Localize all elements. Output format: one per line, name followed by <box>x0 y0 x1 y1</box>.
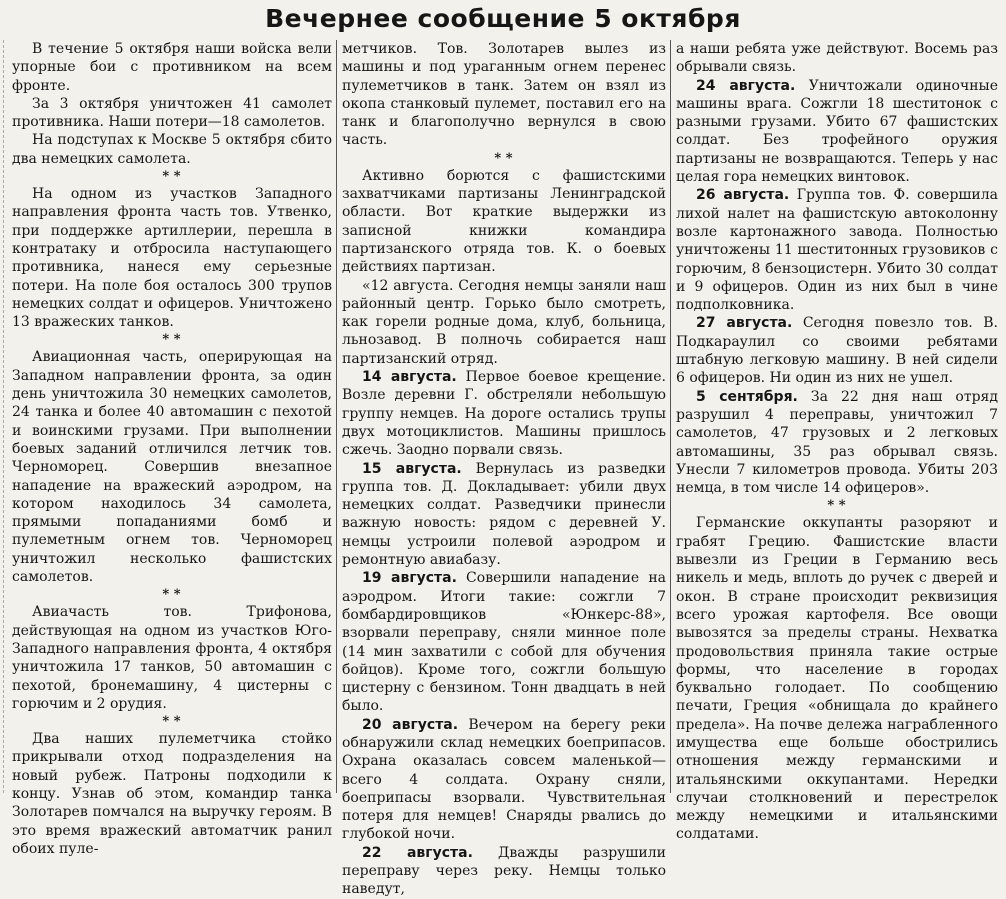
section-separator: * * <box>162 332 182 348</box>
paragraph: Два наших пулеметчика стойко прикрывали отход подразделения на новый рубеж. Патроны подходили к концу. Узнав об этом, командир танка Золотарев помчался на выручку героям. В это время вражеский автоматчик ранил обоих пуле- <box>12 731 332 857</box>
diary-entry <box>342 716 666 844</box>
section-separator: * * <box>162 169 182 185</box>
diary-date: 24 августа. <box>696 77 796 94</box>
section-separator: * * <box>494 150 514 166</box>
paragraph: За 3 октября уничтожен 41 самолет противника. Наши потери—18 самолетов. <box>12 95 332 131</box>
diary-date: 19 августа. <box>362 570 457 587</box>
diary-text: За 22 дня наш отряд разрушил 4 переправы, уничтожил 7 самолетов, 47 грузовых и 2 легковых автомашины, 35 раз обрывал связь. Унесли 7 километров провода. Убиты 203 немца, в том числе 14 офицеров». <box>676 388 998 497</box>
section-separator: * * <box>162 587 182 603</box>
diary-date: 20 августа. <box>362 716 459 733</box>
paragraph: В течение 5 октября наши войска вели упорные бои с противником на всем фронте. <box>12 41 332 94</box>
diary-date: 27 августа. <box>696 315 793 332</box>
diary-text: Сегодня повезло тов. В. Подкараулил со своими ребятами штабную легковую машину. В ней сидели 6 офицеров. Ни один из них не ушел. <box>676 315 998 387</box>
left-edge-line <box>3 40 4 793</box>
diary-entry <box>676 314 998 387</box>
diary-entry <box>676 186 998 314</box>
diary-text: Дважды разрушили переправу через реку. Немцы только наведут, <box>342 844 666 898</box>
paragraph: На подступах к Москве 5 октября сбито два немецких самолета. <box>12 132 332 167</box>
paragraph: Авиачасть тов. Трифонова, действующая на одном из участков Юго-Западного направления фронта, 4 октября уничтожила 17 танков, 50 автомашин с пехотой, бронемашину, 4 цистерны с горючим и 2 орудия. <box>12 604 332 712</box>
diary-date: 5 сентября. <box>696 388 798 405</box>
column-2 <box>342 40 666 898</box>
diary-entry <box>676 77 998 187</box>
column-divider-2 <box>670 40 671 793</box>
paragraph: На одном из участков Западного направления фронта часть тов. Утвенко, при поддержке артиллерии, перешла в контратаку и отбросила наступающего противника, нанеся ему серьезные потери. На поле боя осталось 300 трупов немецких солдат и офицеров. Уничтожено 13 вражеских танков. <box>12 186 332 331</box>
column-3 <box>676 40 998 843</box>
diary-text: Вечером на берегу реки обнаружили склад немецких боеприпасов. Охрана оказалась совсем маленькой—всего 4 солдата. Охрану сняли, боеприпасы взорвали. Чувствительная потеря для немцев! Снаряды рвались до глубокой ночи. <box>342 716 666 843</box>
section-separator: * * <box>162 714 182 730</box>
diary-text: Совершили нападение на аэродром. Итоги такие: сожгли 7 бомбардировщиков «Юнкерс-88», взорвали переправу, сняли минное поле (14 мин захватили с собой для обучения бойцов). Кроме того, сожгли большую цистерну с бензином. Тонн двадцать в ней было. <box>342 570 666 715</box>
diary-text: Уничтожали одиночные машины врага. Сожгли 18 шеститонок с разными грузами. Убито 67 фашистских солдат. Без трофейного оружия партизаны не возвращаются. Теперь у нас целая гора немецких винтовок. <box>676 77 998 186</box>
diary-entry <box>342 844 666 899</box>
column-divider-1 <box>336 40 337 793</box>
diary-date: 22 августа. <box>362 844 473 861</box>
paragraph: а наши ребята уже действуют. Восемь раз обрывали связь. <box>676 41 998 76</box>
column-1 <box>12 40 332 857</box>
diary-text: Группа тов. Ф. совершила лихой налет на фашистскую автоколонну возле картонажного завода. Полностью уничтожены 11 шеститонных грузовиков с горючим, 8 бензоцистерн. Убито 30 солдат и 9 офицеров. Один из них был в чине подполковника. <box>676 187 998 314</box>
diary-entry <box>342 569 666 715</box>
diary-date: 14 августа. <box>362 369 457 386</box>
paragraph: Авиационная часть, оперирующая на Западном направлении фронта, за один день уничтожила 30 немецких самолетов, 24 танка и более 40 автомашин с пехотой и воинскими грузами. При выполнении боевых заданий отличился летчик тов. Черноморец. Совершив внезапное нападение на вражеский аэродром, на котором находилось 34 самолета, прямыми попаданиями бомб и пулеметным огнем тов. Черноморец уничтожил несколько фашистских самолетов. <box>12 349 332 586</box>
paragraph: Германские оккупанты разоряют и грабят Грецию. Фашистские власти вывезли из Греции в Германию весь никель и медь, вплоть до ручек с дверей и окон. В стране происходит реквизиция всего урожая картофеля. Все овощи вывозятся за пределы страны. Нехватка продовольствия приняла такие острые формы, что население в городах буквально голодает. По сообщению печати, Греция «обнищала до крайнего предела». На почве дележа награбленного имущества еще больше обострились отношения между германскими и итальянскими оккупантами. Нередки случаи столкновений и перестрелок между немецкими и итальянскими солдатами. <box>676 515 998 843</box>
diary-entry <box>342 460 666 570</box>
diary-entry <box>676 388 998 498</box>
diary-date: 15 августа. <box>362 460 462 477</box>
diary-text: Вернулась из разведки группа тов. Д. Докладывает: убили двух немецких солдат. Разведчики принесли важную новость: рядом с деревней У. немцы устроили полевой аэродром и ремонтную авиабазу. <box>342 460 666 569</box>
section-separator: * * <box>827 498 847 514</box>
diary-date: 26 августа. <box>696 187 790 204</box>
paragraph: метчиков. Тов. Золотарев вылез из машины и под ураганным огнем перенес пулеметчиков в танк. Затем он взял из окопа станковый пулемет, поставил его на танк и благополучно вернулся в свою часть. <box>342 41 666 149</box>
paragraph: «12 августа. Сегодня немцы заняли наш районный центр. Горько было смотреть, как горели родные дома, клуб, больница, льнозавод. В полночь собирается наш партизанский отряд. <box>342 277 666 367</box>
diary-entry <box>342 368 666 459</box>
paragraph: Активно борются с фашистскими захватчиками партизаны Ленинградской области. Вот краткие выдержки из записной книжки командира партизанского отряда тов. К. о боевых действиях партизан. <box>342 167 666 276</box>
diary-text: Первое боевое крещение. Возле деревни Г. обстреляли небольшую группу немцев. На дороге остались трупы двух мотоциклистов. Машины пришлось сжечь. Заодно порвали связь. <box>342 369 666 459</box>
headline: Вечернее сообщение 5 октября <box>265 4 741 33</box>
